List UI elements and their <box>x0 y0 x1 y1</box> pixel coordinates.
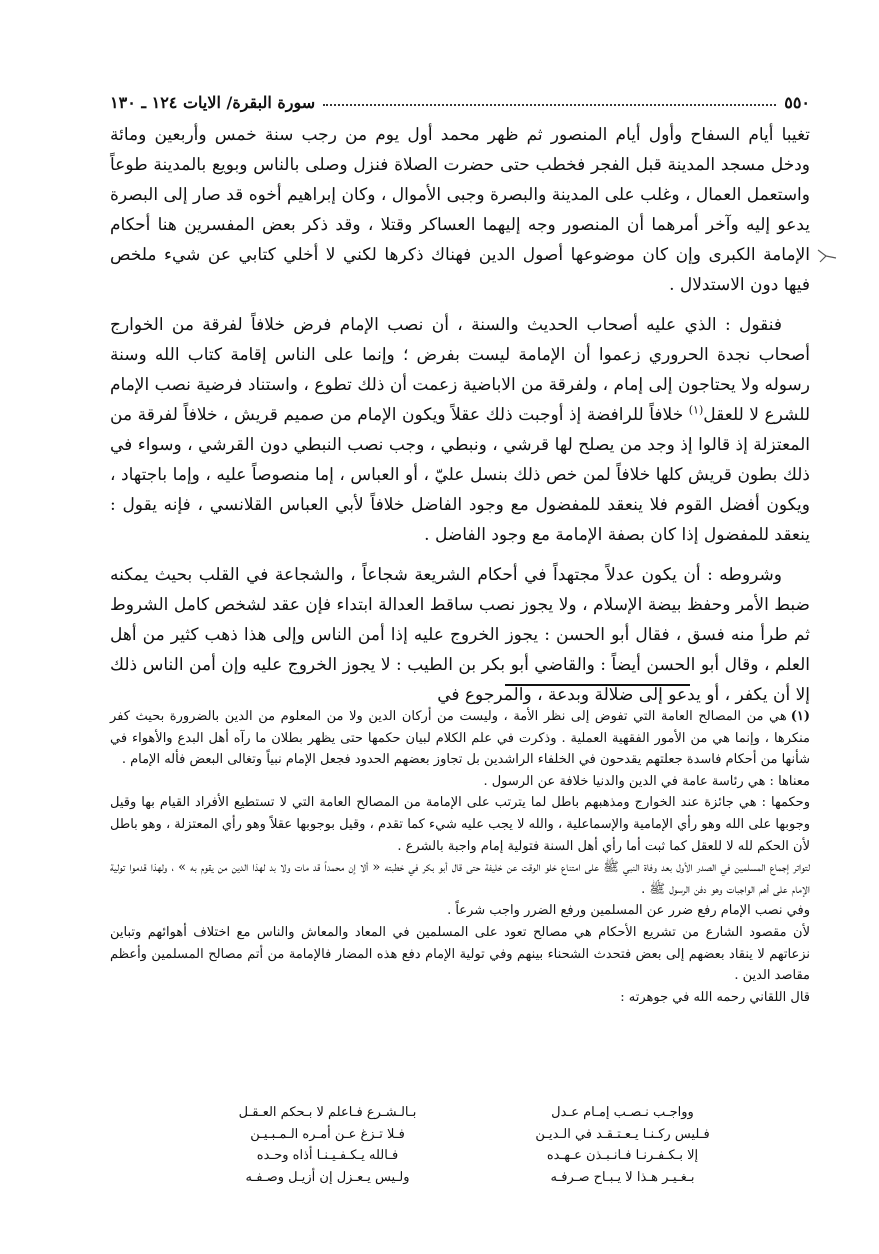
paragraph: تغيبا أيام السفاح وأول أيام المنصور ثم ظهر محمد أول يوم من رجب سنة خمس وأربعين ومائة ودخل مسجد المدينة قبل الفجر فخطب حتى حضرت الصلاة فنزل وصلى بالناس وبويع بالمدينة طوعاً واستعمل العمال ، وغلب على المدينة والبصرة وجبى الأموال ، وكان إبراهيم أخوه قد صار إلى البصرة يدعو إليه وآخر أمرهما أن المنصور وجه إليهما العساكر وقتلا ، وقد ذكر بعض المفسرين هنا أحكام الإمامة الكبرى وإن كان موضوعها أصول الدين فهناك ذكرها لكني لا أخلي كتابي عن شيء ملخص فيها دون الاستدلال . <box>110 125 810 295</box>
poem-verse <box>195 1167 755 1189</box>
paragraph: وشروطه : أن يكون عدلاً مجتهداً في أحكام الشريعة شجاعاً ، والشجاعة في القلب بحيث يمكنه ضبط الأمر وحفظ بيضة الإسلام ، ولا يجوز نصب ساقط العدالة ابتداء فإن عقد لشخص كامل الشروط ثم طرأ منه فسق ، فقال أبو الحسن : يجوز الخروج عليه إذا أمن الناس وإلى هذا ذهب كثير من أهل العلم ، وقال أبو الحسن أيضاً : والقاضي أبو بكر بن الطيب : لا يجوز الخروج عليه وإن أمن الناس ذلك إلا أن يكفر ، أو يدعو إلى ضلالة وبدعة ، والمرجوع في <box>110 565 810 705</box>
verse-second-hemistich: ولـيس يـعـزل إن أزيـل وصـفـه <box>245 1169 410 1185</box>
footnote-line: قال اللقاني رحمه الله في جوهرته : <box>620 989 810 1005</box>
page-header <box>110 78 810 112</box>
poem <box>195 1102 755 1188</box>
verse-second-hemistich: فـلا تـزغ عـن أمـره الـمـبـيـن <box>250 1126 405 1142</box>
main-text <box>110 120 810 720</box>
footnote-line: لتواتر إجماع المسلمين في الصدر الأول بعد وفاة النبي ﷺ على امتناع خلو الوقت عن خليفة حتى قال أبو بكر في خطبته « ألا إن محمداً قد مات ولا بد لهذا الدين من يقوم به » ، ولهذا قدموا تولية الإمام على أهم الواجبات وهو دفن الرسول ﷺ . <box>110 860 810 897</box>
footnote-line: معناها : هي رئاسة عامة في الدين والدنيا خلافة عن الرسول . <box>483 773 810 789</box>
poem-verse <box>195 1124 755 1146</box>
verse-first-hemistich: بـغـيـر هـذا لا يـبـاح صـرفـه <box>550 1169 695 1185</box>
verse-second-hemistich: فـالله يـكـفـيـنـا أذاه وحـده <box>256 1148 399 1164</box>
paragraph <box>110 310 810 550</box>
footnote-line: وفي نصب الإمام رفع ضرر عن المسلمين ورفع الضرر واجب شرعاً . <box>447 903 810 919</box>
running-title: سورة البقرة/ الايات ١٢٤ ـ ١٣٠ <box>110 93 316 112</box>
poem-verse <box>195 1145 755 1167</box>
paragraph-text: فنقول : الذي عليه أصحاب الحديث والسنة ، أن نصب الإمام فرض خلافاً لفرقة من الخوارج أصحاب نجدة الحروري زعموا أن الإمامة ليست بفرض ؛ وإنما على الناس إقامة كتاب الله وسنة رسوله ولا يحتاجون إلى إمام ، ولفرقة من الاباضية زعمت أن ذلك تطوع ، واستناد فرضية نصب الإمام للشرع لا للعقل <box>110 315 811 425</box>
verse-second-hemistich: بـالـشـرع فـاعلم لا بـحكم العـقـل <box>238 1105 417 1120</box>
footnote-separator <box>505 684 690 686</box>
margin-annotation-mark <box>816 246 840 266</box>
verse-first-hemistich: وواجـب نـصـب إمـام عـدل <box>551 1105 694 1120</box>
poem-verse <box>195 1102 755 1124</box>
verse-first-hemistich: إلا بـكـفـرنـا فـانـبـذن عـهـده <box>546 1148 699 1164</box>
footnote-line: وحكمها : هي جائزة عند الخوارج ومذهبهم باطل لما يترتب على الإمامة من المصالح العامة التي لا تستطيع الأفراد القيام بها وقيل وجوبها على الله وهو رأي الإمامية والإسماعلية ، والله لا يجب عليه شيء كما تقدم ، وقيل بوجوبها عقلاً وهو رأي المعتزلة ، وهو باطل لأن الحكم لله لا للعقل كما ثبت أما رأي أهل السنة فتولية إمام واجبة بالشرع . <box>110 795 810 854</box>
footnote-line <box>110 706 810 771</box>
footnote-line: لأن مقصود الشارع من تشريع الأحكام هي مصالح تعود على المسلمين في المعاد والمعاش والناس مع اختلاف أهوائهم وتباين نزعاتهم لا ينقاد بعضهم إلى بعض فتحدث الشحناء بينهم وفي تولية الإمام دفع هذه المضار فالإمامة من أتم مصالح المسلمين وأعظم مقاصد الدين . <box>110 924 810 984</box>
footnote-marker: (١) <box>790 709 810 724</box>
verse-first-hemistich: فـليس ركـنـا يـعـتـقـد في الـديـن <box>535 1126 710 1142</box>
paragraph-text: خلافاً للرافضة إذ أوجبت ذلك عقلاً ويكون الإمام من صميم قريش ، خلافاً لفرقة من المعتزلة إذ قالوا إذ وجد من يصلح لها قرشي ، ونبطي ، وجب نصب النبطي دون القرشي ، وسواء في ذلك بطون قريش كلها خلافاً لمن خص ذلك بنسل عليّ ، أو العباس ، إما منصوصاً عليه ، وإما باجتهاد ، ويكون أفضل القوم فلا ينعقد للمفضول مع وجود الفاضل خلافاً لأبي العباس القلانسي ، فإنه يقول : ينعقد للمفضول إذا كان بصفة الإمامة مع وجود الفاضل . <box>110 405 810 545</box>
footnote-text: هي من المصالح العامة التي تفوض إلى نظر الأمة ، وليست من أركان الدين ولا من المعلوم من الدين بالضرورة بحيث كفر منكرها ، وإنما هي من الأمور الفقهية العملية . وذكرت في علم الكلام لبيان حكمها حتى يظهر بطلان ما رآه أهل البدع والأهواء في شأنها من أحكام فاسدة جعلتهم يقدحون في الخلفاء الراشدين بل تجاوز بعضهم الحدود فجعل الإمام نبياً وتغالى البعض فأله الإمام . <box>110 709 810 768</box>
footnotes <box>110 706 810 1008</box>
footnote-reference[interactable]: (١) <box>688 403 704 417</box>
page-number: ٥٥٠ <box>784 93 810 112</box>
dotted-leader <box>323 104 776 106</box>
